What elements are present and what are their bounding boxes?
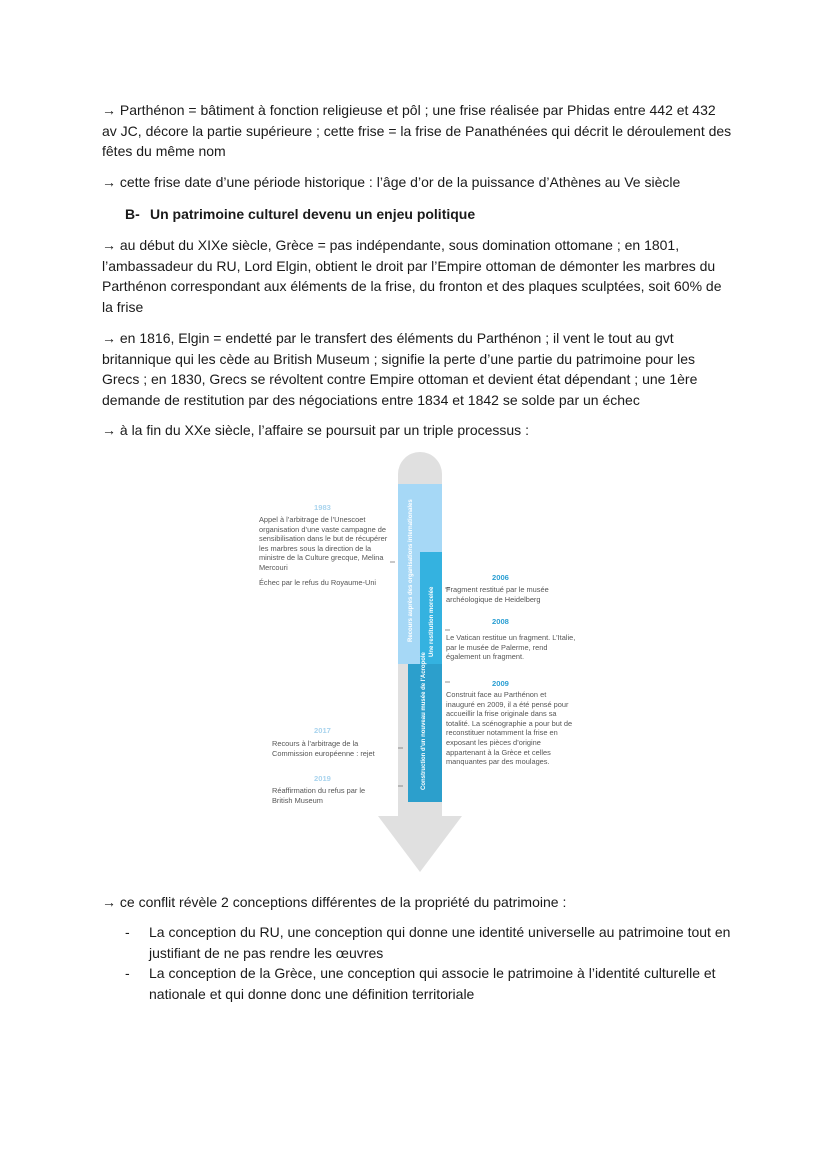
section-b-heading <box>125 204 475 224</box>
paragraph-elgin-1801: → au début du XIXe siècle, Grèce = pas indépendante, sous domination ottomane ; en 1801, l’ambassadeur du RU, Lord Elgin, obtient le droit par l’Empire ottoman de démonter les marbres du Parthénon correspondant aux éléments de la frise, du fronton et des plaques sculptées, soit 60% de la frise <box>102 237 722 315</box>
event-year-2017: 2017 <box>314 726 331 735</box>
event-year-2009: 2009 <box>492 679 509 688</box>
event-text-2019: Réaffirmation du refus par le British Museum <box>272 786 366 805</box>
event-text-2009: Construit face au Parthénon et inauguré en 2009, il a été pensé pour accueillir la frise originale dans sa totalité. La scénographie a pour but de reconstituer notamment la frise en exposant les pièces d’origine appartenant à la Grèce et celles manquantes par des moulages. <box>446 690 573 767</box>
bullet-dash: - <box>125 924 130 940</box>
event-text-2006: Fragment restitué par le musée archéologique de Heidelberg <box>446 585 549 604</box>
event-text-1983-echec: Échec par le refus du Royaume-Uni <box>259 578 377 587</box>
section-b-title: Un patrimoine culturel devenu un enjeu politique <box>150 206 476 222</box>
bullet-text-grece: La conception de la Grèce, une conception qui associe le patrimoine à l’identité culturelle et nationale et qui donne donc une définition territoriale <box>149 965 716 1002</box>
section-b-letter: B- <box>125 206 140 222</box>
paragraph-elgin-1816: → en 1816, Elgin = endetté par le transfert des éléments du Parthénon ; il vent le tout au gvt britannique qui les cède au British Museum ; signifie la perte d’une partie du patrimoine pour les Grecs ; en 1830, Grecs se révoltent contre Empire ottoman et devient état dépendant ; une 1ère demande de restitution par des négociations entre 1834 et 1842 se solde par un échec <box>102 330 698 408</box>
event-text-2008: Le Vatican restitue un fragment. L’Italie, par le musée de Palerme, rend également un fragment. <box>446 633 576 662</box>
paragraph-triple-processus: → à la fin du XXe siècle, l’affaire se poursuit par un triple processus : <box>102 422 529 438</box>
paragraph-parthenon: → Parthénon = bâtiment à fonction religieuse et pôl ; une frise réalisée par Phidas entre 442 et 432 av JC, décore la partie supérieure ; cette frise = la frise de Panathénées qui décrit le déroulement des fêtes du même nom <box>102 102 732 159</box>
event-text-1983: Appel à l’arbitrage de l’Unescoet organisation d’une vaste campagne de sensibilisation dans le but de récupérer les marbres sous la direction de la ministre de la Culture grecque, Melina Mercouri <box>259 515 388 572</box>
bullet-text-ru: La conception du RU, une conception qui donne une identité universelle au patrimoine tout en justifiant de ne pas rendre les œuvres <box>149 924 731 961</box>
band-1-label: Recours auprès des organisations internationales <box>408 499 414 642</box>
paragraph-conceptions: → ce conflit révèle 2 conceptions différentes de la propriété du patrimoine : <box>102 894 567 910</box>
event-text-2017: Recours à l’arbitrage de la Commission européenne : rejet <box>272 739 375 758</box>
event-year-2008: 2008 <box>492 617 509 626</box>
event-year-2019: 2019 <box>314 774 331 783</box>
bullet-dash: - <box>125 965 130 981</box>
event-year-2006: 2006 <box>492 573 509 582</box>
paragraph-age-dor: → cette frise date d’une période historique : l’âge d’or de la puissance d’Athènes au Ve siècle <box>102 174 681 190</box>
event-year-1983: 1983 <box>314 503 331 512</box>
band-3-label: Construction d'un nouveau musée de l'Acropole <box>421 652 427 790</box>
band-2-label: Une restitution morcelée <box>429 586 435 657</box>
